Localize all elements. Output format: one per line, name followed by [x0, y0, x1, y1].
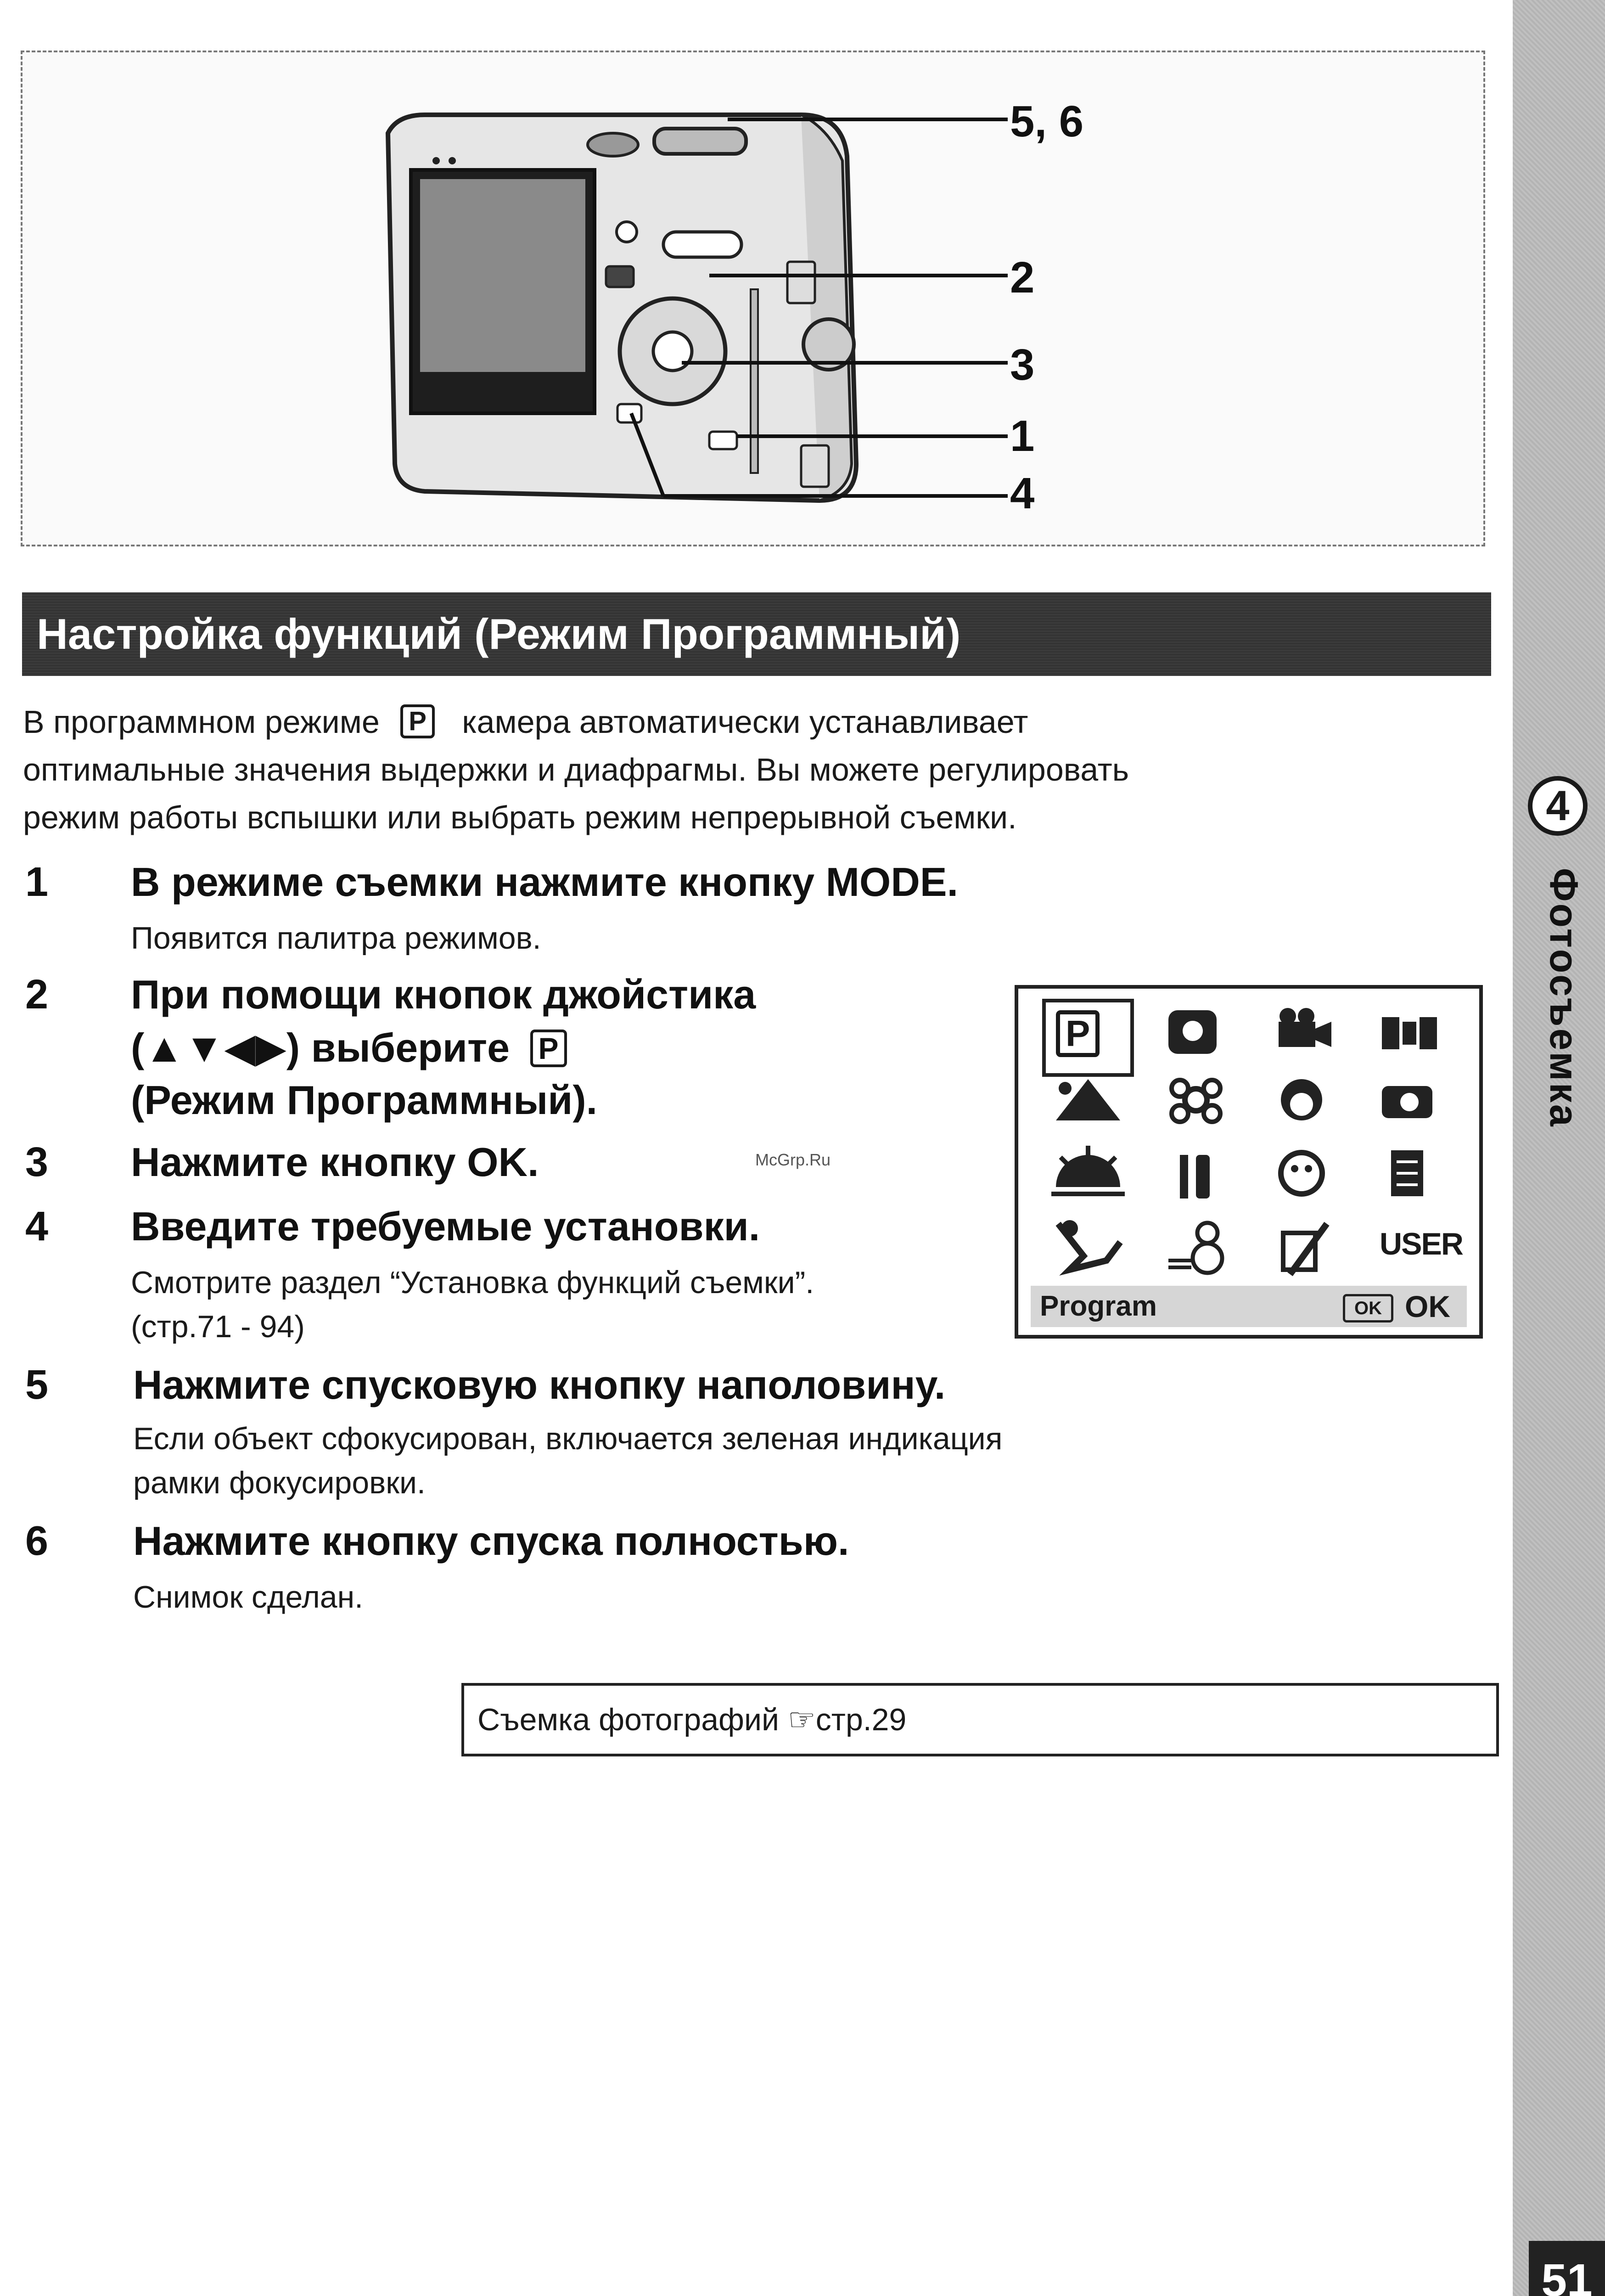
callout-3: 3	[1010, 340, 1035, 389]
step-2-number: 2	[25, 972, 49, 1018]
step-6-title: Нажмите кнопку спуска полностью.	[133, 1518, 849, 1564]
step-5-number: 5	[25, 1362, 49, 1408]
watermark: McGrp.Ru	[755, 1150, 831, 1169]
program-mode-icon: P	[530, 1030, 567, 1067]
user-mode-label: USER	[1380, 1227, 1463, 1261]
program-mode-icon: P	[1056, 1010, 1100, 1057]
flower-icon	[1172, 1080, 1220, 1122]
program-mode-icon: P	[400, 704, 435, 738]
snowman-icon	[1168, 1223, 1222, 1273]
frame-composite-icon	[1283, 1224, 1327, 1274]
intro-line-3: режим работы вспышки или выбрать режим непрерывной съемки.	[23, 799, 1017, 835]
step-1-title: В режиме съемки нажмите кнопку MODE.	[131, 859, 959, 905]
step-2-title-line-1: При помощи кнопок джойстика	[131, 972, 756, 1017]
ok-label: OK	[1405, 1289, 1450, 1323]
intro-text-after: камера автоматически устанавливает	[462, 704, 1028, 740]
step-1-number: 1	[25, 859, 49, 905]
chapter-title: Фотосъемка	[1542, 868, 1586, 1128]
palette-mode-name: Program	[1040, 1290, 1157, 1322]
step-4-desc-line-2: (стр.71 - 94)	[131, 1309, 305, 1344]
pet-icon	[1281, 1153, 1322, 1194]
page-number: 51	[1529, 2241, 1605, 2296]
landscape-icon	[1056, 1079, 1120, 1120]
chapter-number-badge: 4	[1528, 776, 1588, 836]
step-5-desc-line-1: Если объект сфокусирован, включается зеленая индикация	[133, 1421, 1003, 1456]
step-6-number: 6	[25, 1518, 49, 1564]
step-4-title: Введите требуемые установки.	[131, 1204, 760, 1249]
step-4-desc-line-1: Смотрите раздел “Установка функций съемки”.	[131, 1265, 814, 1300]
step-6-desc: Снимок сделан.	[133, 1580, 364, 1615]
step-3-title: Нажмите кнопку OK.	[131, 1139, 539, 1185]
portrait-face-icon	[1281, 1079, 1322, 1120]
self-portrait-icon	[1382, 1086, 1432, 1118]
step-2-title-line-3: (Режим Программный).	[131, 1077, 598, 1123]
step-2-title-line-2	[131, 1024, 567, 1071]
step-5-title: Нажмите спусковую кнопку наполовину.	[133, 1362, 946, 1407]
callout-4: 4	[1010, 469, 1035, 518]
surf-snow-icon	[1058, 1220, 1120, 1270]
food-icon	[1180, 1155, 1210, 1199]
text-document-icon	[1391, 1150, 1423, 1196]
sunset-icon	[1051, 1146, 1125, 1194]
intro-line-1	[23, 698, 1028, 746]
step-3-number: 3	[25, 1139, 49, 1185]
panorama-icon	[1382, 1017, 1437, 1049]
callout-1: 1	[1010, 411, 1035, 461]
step-1-desc: Появится палитра режимов.	[131, 921, 541, 956]
intro-line-2: оптимальные значения выдержки и диафрагмы. Вы можете регулировать	[23, 752, 1129, 788]
callout-2: 2	[1010, 253, 1035, 302]
callout-5-6: 5, 6	[1010, 97, 1084, 146]
step-4-number: 4	[25, 1204, 49, 1249]
portrait-frame-icon	[1168, 1010, 1217, 1054]
ok-key-icon: OK	[1343, 1294, 1393, 1322]
camera-back-illustration	[21, 51, 1485, 546]
reference-link[interactable]: Съемка фотографий ☞стр.29	[477, 1702, 907, 1737]
step-2-title-text: (▲▼◀▶) выберите	[131, 1025, 510, 1070]
step-5-desc-line-2: рамки фокусировки.	[133, 1465, 426, 1500]
intro-text-before: В программном режиме	[23, 704, 380, 740]
section-title: Настройка функций (Режим Программный)	[37, 610, 961, 658]
movie-camera-icon	[1279, 1008, 1331, 1047]
